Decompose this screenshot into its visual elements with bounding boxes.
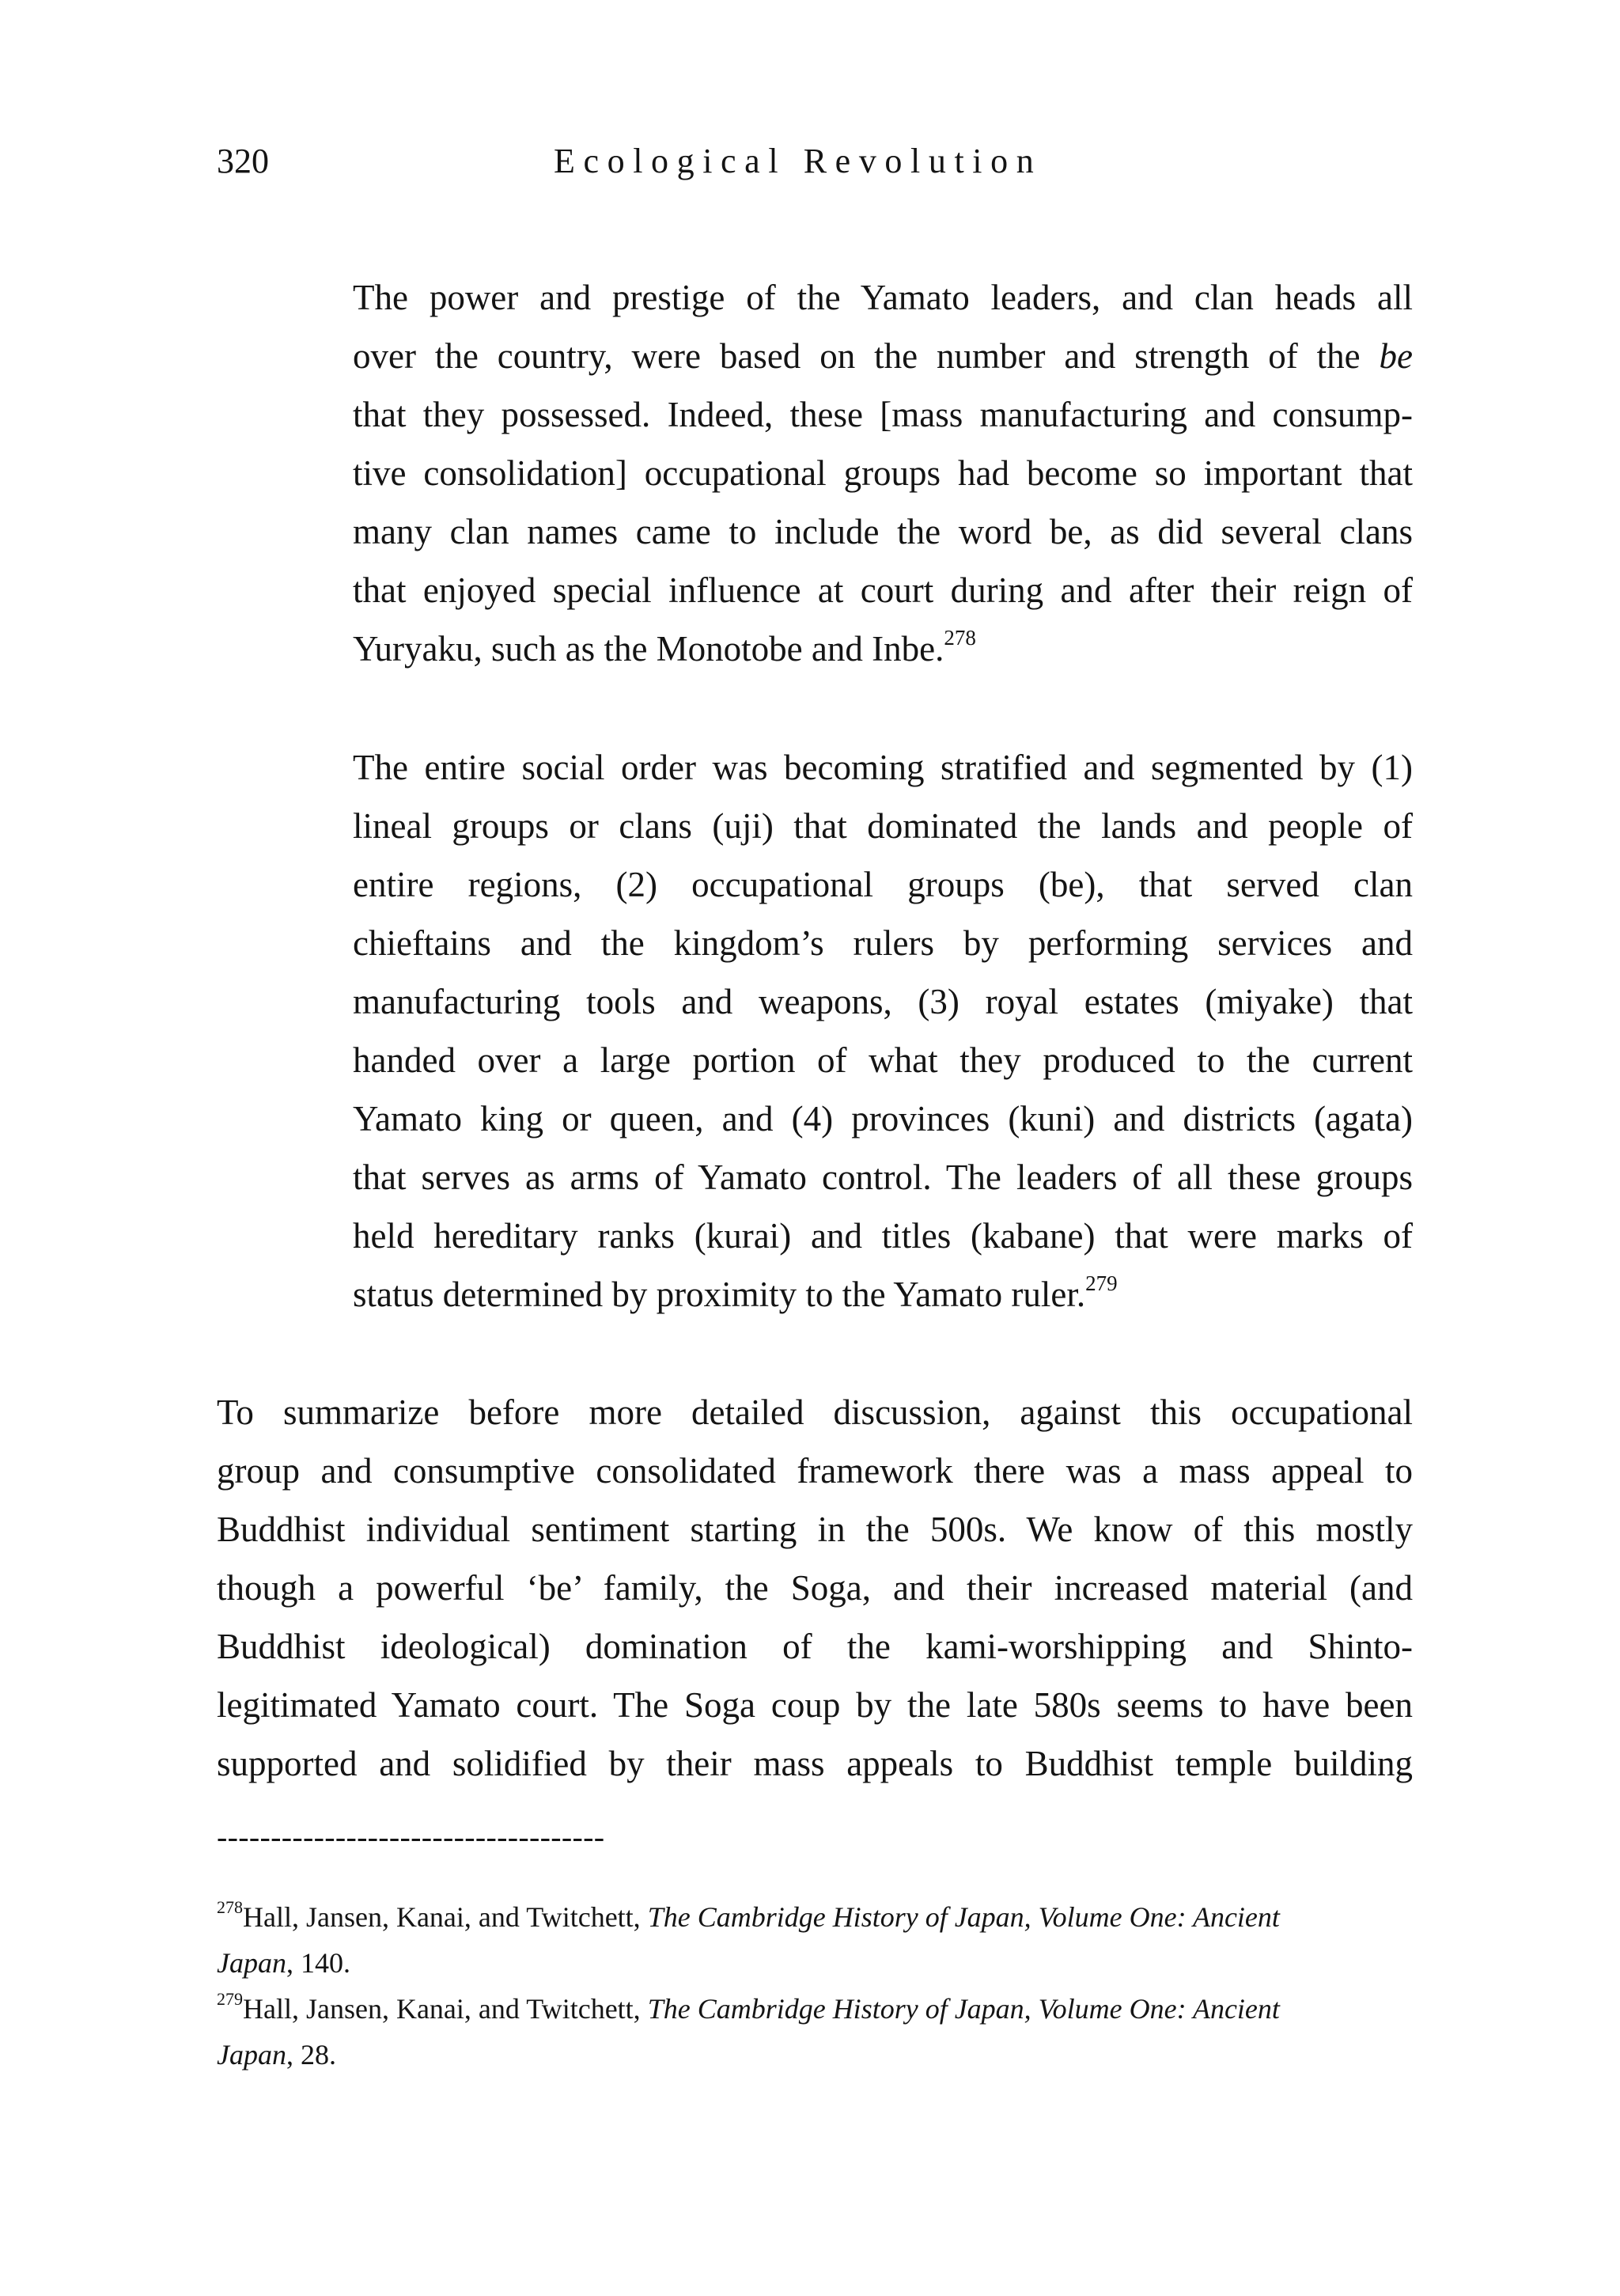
footnote-279-authors: Hall, Jansen, Kanai, and Twitchett, xyxy=(243,1993,648,2025)
footnote-separator: ------------------------------------ xyxy=(217,1819,605,1855)
quote-2-line-1: The entire social order was becoming stratified and segmented by (1) xyxy=(353,748,1413,787)
quote-1-line-2 xyxy=(353,327,1413,385)
quote-2-line-6: handed over a large portion of what they produced to the current xyxy=(353,1040,1413,1080)
quote-2-line-8: that serves as arms of Yamato control. The leaders of all these groups xyxy=(353,1157,1413,1197)
quote-2-line-5: manufacturing tools and weapons, (3) royal estates (miyake) that xyxy=(353,982,1413,1021)
body-line-1: To summarize before more detailed discussion, against this occupational xyxy=(217,1392,1413,1432)
quote-2-line-10 xyxy=(353,1265,1413,1324)
quote-2-line-3: entire regions, (2) occupational groups (be), that served clan xyxy=(353,865,1413,904)
body-line-7: supported and solidified by their mass appeals to Buddhist temple building xyxy=(217,1744,1413,1783)
quote-2-line-4: chieftains and the kingdom’s rulers by performing services and xyxy=(353,923,1413,963)
quote-1-line-3: that they possessed. Indeed, these [mass manufacturing and consump- xyxy=(353,395,1413,434)
quote-1-line-6: that enjoyed special influence at court during and after their reign of xyxy=(353,570,1413,610)
footnote-marker-278: 278 xyxy=(944,626,976,650)
quote-1-line-7 xyxy=(353,619,1413,678)
body-line-4: though a powerful ‘be’ family, the Soga, and their increased material (and xyxy=(217,1568,1413,1608)
quote-1-line-5: many clan names came to include the word be, as did several clans xyxy=(353,512,1413,551)
quote-2-line-10-text: status determined by proximity to the Yamato ruler. xyxy=(353,1275,1086,1314)
block-quote-2 xyxy=(353,738,1413,1324)
footnote-279-continued xyxy=(217,2032,1361,2078)
footnote-279 xyxy=(217,1986,1361,2032)
body-paragraph xyxy=(217,1383,1413,1793)
footnotes xyxy=(217,1894,1361,2078)
footnote-278-continued xyxy=(217,1940,1361,1986)
body-line-6: legitimated Yamato court. The Soga coup by the late 580s seems to have been xyxy=(217,1685,1413,1725)
footnote-279-title: The Cambridge History of Japan, Volume One: Ancient xyxy=(647,1993,1280,2025)
footnote-278-number: 278 xyxy=(217,1897,243,1917)
footnote-278-title-cont: Japan xyxy=(217,1947,286,1979)
body-line-5: Buddhist ideological) domination of the kami-worshipping and Shinto- xyxy=(217,1627,1413,1666)
page-number: 320 xyxy=(217,142,269,180)
footnote-278 xyxy=(217,1894,1361,1940)
footnote-278-authors: Hall, Jansen, Kanai, and Twitchett, xyxy=(243,1901,648,1933)
quote-1-line-1: The power and prestige of the Yamato leaders, and clan heads all xyxy=(353,278,1413,317)
quote-1-line-2-text: over the country, were based on the number and strength of the xyxy=(353,336,1380,376)
block-quote-1 xyxy=(353,268,1413,678)
italic-term-be: be xyxy=(1379,336,1413,376)
footnote-279-page: , 28. xyxy=(286,2039,336,2071)
quote-1-line-4: tive consolidation] occupational groups had become so important that xyxy=(353,453,1413,493)
footnote-marker-279: 279 xyxy=(1085,1271,1118,1295)
footnote-279-number: 279 xyxy=(217,1989,243,2009)
quote-2-line-2: lineal groups or clans (uji) that dominated the lands and people of xyxy=(353,806,1413,846)
footnote-278-title: The Cambridge History of Japan, Volume One: Ancient xyxy=(647,1901,1280,1933)
quote-1-line-7-text: Yuryaku, such as the Monotobe and Inbe. xyxy=(353,629,944,669)
quote-2-line-9: held hereditary ranks (kurai) and titles (kabane) that were marks of xyxy=(353,1216,1413,1256)
footnote-278-page: , 140. xyxy=(286,1947,350,1979)
body-line-3: Buddhist individual sentiment starting in the 500s. We know of this mostly xyxy=(217,1510,1413,1549)
quote-2-line-7: Yamato king or queen, and (4) provinces (kuni) and districts (agata) xyxy=(353,1099,1413,1139)
footnote-279-title-cont: Japan xyxy=(217,2039,286,2071)
body-line-2: group and consumptive consolidated framework there was a mass appeal to xyxy=(217,1451,1413,1491)
running-head-title: Ecological Revolution xyxy=(554,142,1043,180)
